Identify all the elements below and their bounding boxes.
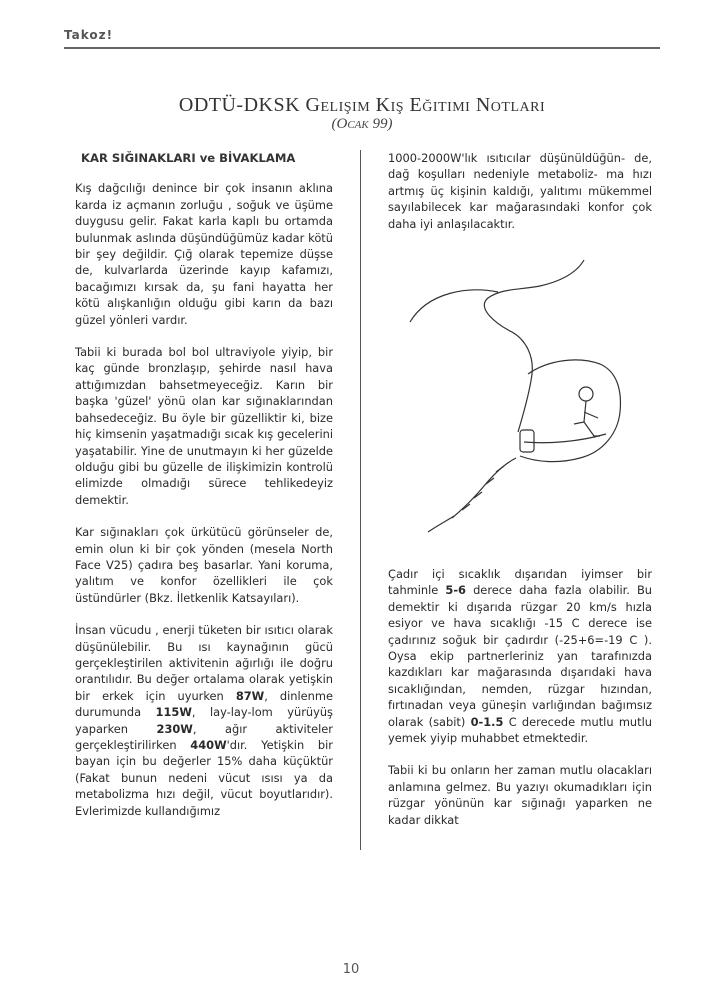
text-run: Çadır içi sıcaklık dışarıdan iyimser bir tahminle [388,567,652,598]
page-number: 10 [342,962,360,977]
text-run: derece daha fazla olabilir. Bu demektir ki dışarıda rüzgar 20 km/s hızla esiyor ve hava sıcaklığı -15 C derece ise çadırınız soğuk bir çadırdır (-25+6=-19 C ). Oysa ekip partnerleriniz yan tarafınızda kazdıkları kar mağarasında dışarıdaki hava sıcaklığından, nemden, rüzgar hızından, fırtınadan veya güneşin varlığından bağımsız olarak (sabit) [388,583,652,729]
paragraph [75,622,333,819]
header-rule [64,47,660,49]
text-run: 'dır. Yetişkin bir bayan için bu değerler 15% daha küçüktür (Fakat bunun nedeni vücut ısısı ya da metabolizma hızı değil, vücut boyutlarıdır). Evlerimizde kullandığımız [75,738,333,818]
paragraph: Kar sığınakları çok ürkütücü görünseler de, emin olun ki bir çok yönden (mesela North Face V25) çadıra beş basarlar. Yani koruma, yalıtım ve konfor özellikleri ile çok üstündürler (Bkz. İletkenlik Katsayıları). [75,525,333,605]
paragraph: Tabii ki bu onların her zaman mutlu olacakları anlamına gelmez. Bu yazıyı okumadıkları için rüzgar yönünün kar sığınağı yaparken ne kadar dikkat [388,763,652,827]
document-subtitle: (Ocak 99) [331,116,393,132]
power-value: 87W [235,688,265,703]
power-value: 440W [190,738,227,752]
power-value: 115W [155,705,192,720]
header-brand: Takoz! [64,28,114,42]
text-run: İnsan vücudu , enerji tüketen bir ısıtıcı olarak düşünülebilir. Bu ısı kaynağının gücü gerçekleştirilen aktivitenin ağırlığı ile doğru orantılıdır. Bu değer ortalama olarak yetişkin bir erkek için uyurken [75,623,333,703]
entrance-tunnel [452,458,516,518]
snow-ground [428,516,454,532]
paragraph: Kış dağcılığı denince bir çok insanın aklına karda iz açmanın zorluğu , soğuk ve üşüme duygusu gelir. Fakat karla kaplı bu ortamda bulunmak aslında düşündüğümüz kadar kötü bir şey değildir. Çığ olarak tepemize düşse de, kulvarlarda üzerinde kayıp kafamızı, bacağımızı kırsak da, şu fani hayatta her kötü alışkanlığın olduğu gibi karın da bazı güzel yönleri vardır. [75,181,333,327]
paragraph [388,566,652,746]
left-column [75,150,333,835]
power-value: 230W [156,721,193,736]
column-divider [360,150,361,850]
paragraph: 1000-2000W'lık ısıtıcılar düşünüldüğün- de, dağ koşulları nedeniyle metaboliz- ma hızı artmış üç kişinin kaldığı, yalıtımı mükemmel sayılabilecek kar mağarasındaki konfor çok daha iyi anlaşılacaktır. [388,151,652,231]
paragraph: Tabii ki burada bol bol ultraviyole yiyip, bir kaç günde bronzlaşıp, şehirde nasıl hava attığımızdan bahsetmeyeceğiz. Karın bir başka 'güzel' yönü olan kar sığınaklarından bahsedeceğiz. Bu öyle bir güzelliktir ki, bize hiç kimsenin yaşatmadığı sıcak kış gecelerini yaşatabilir. Yine de unutmayın ki her güzelde olduğu gibi bu güzelle de ilişkimizin kontrolü elimizde olmadığı sürece tehlikedeyiz demektir. [75,345,333,507]
backpack [520,430,534,452]
person-head [579,387,593,401]
text-run: , dinlenme durumunda [75,688,334,720]
temperature-value: 0-1.5 [470,714,504,729]
section-heading: KAR SIĞINAKLARI ve BİVAKLAMA [81,151,296,165]
snow-cave-illustration [408,252,648,552]
temperature-value: 5-6 [445,583,466,598]
text-run: C derecede mutlu mutlu yemek yiyip muhabbet etmektedir. [388,714,652,746]
text-run: , ağır aktiviteler gerçekleştirilirken [75,721,333,752]
text-run: , lay-lay-lom yürüyüş yaparken [75,705,333,736]
right-column [388,150,652,248]
document-title: ODTÜ-DKSK Gelişim Kiş Eğitimi Notlari [178,94,546,116]
person-body [574,401,600,436]
cave-interior-outline [520,360,620,462]
right-column-lower [388,566,652,844]
cave-roof-outline [484,260,584,432]
